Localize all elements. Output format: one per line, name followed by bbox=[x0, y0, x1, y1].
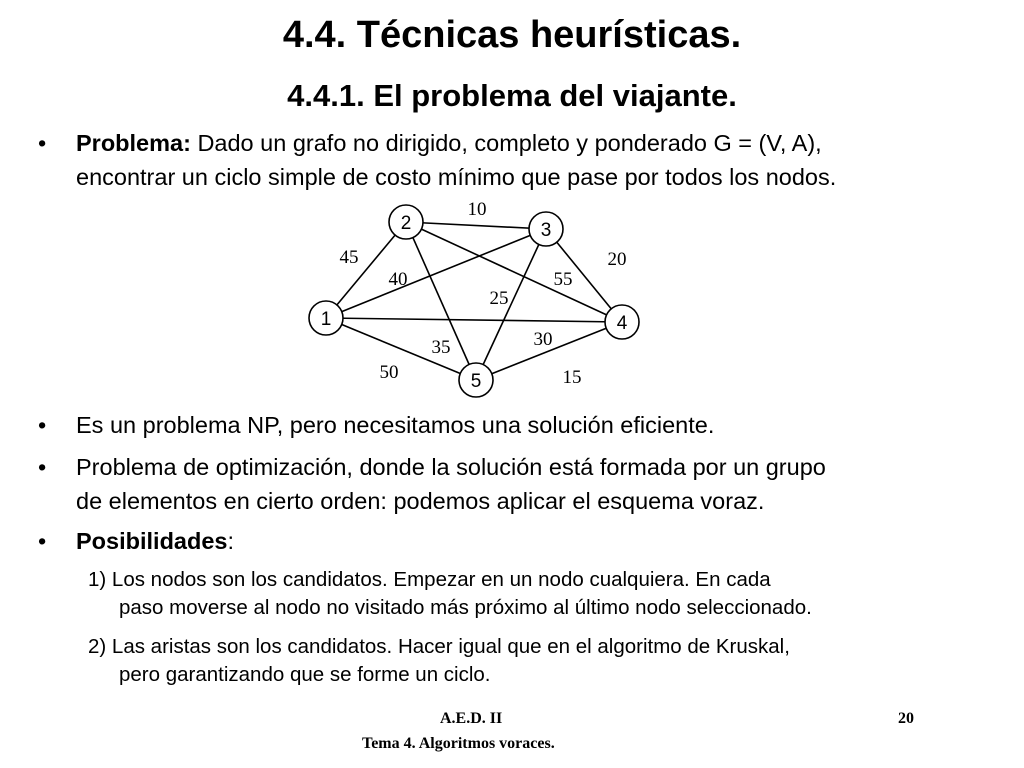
bullet-dot: • bbox=[38, 454, 47, 480]
sub-item-1 bbox=[88, 566, 998, 622]
weight-1-2: 45 bbox=[339, 247, 359, 268]
bullet-posibilidades bbox=[38, 524, 998, 558]
bullet-text-line1: Dado un grafo no dirigido, completo y ponderado G = (V, A), bbox=[190, 130, 822, 156]
weight-1-5: 50 bbox=[379, 362, 399, 383]
node-label-2: 2 bbox=[400, 213, 412, 234]
footer-course: A.E.D. II bbox=[440, 710, 503, 727]
edge-1-3 bbox=[326, 229, 546, 318]
weight-2-5: 35 bbox=[431, 337, 451, 358]
sub-item-line2: paso moverse al nodo no visitado más próximo al último nodo seleccionado. bbox=[119, 596, 812, 619]
bullet-optimizacion bbox=[38, 450, 998, 518]
bullet-dot: • bbox=[38, 528, 47, 554]
footer-page-number: 20 bbox=[898, 710, 914, 727]
sub-item-line1: 2) Las aristas son los candidatos. Hacer igual que en el algoritmo de Kruskal, bbox=[88, 635, 790, 658]
bullet-text: Es un problema NP, pero necesitamos una solución eficiente. bbox=[76, 412, 715, 438]
node-label-1: 1 bbox=[320, 309, 332, 330]
bullet-label: Problema: bbox=[76, 130, 191, 156]
footer-topic: Tema 4. Algoritmos voraces. bbox=[362, 735, 555, 752]
slide-subtitle: 4.4.1. El problema del viajante. bbox=[287, 78, 737, 113]
weight-1-3: 40 bbox=[388, 269, 408, 290]
weight-2-3: 10 bbox=[467, 199, 487, 220]
bullet-np bbox=[38, 408, 998, 442]
sub-item-line2: pero garantizando que se forme un ciclo. bbox=[119, 663, 491, 686]
weight-4-5: 15 bbox=[562, 367, 582, 388]
bullet-dot: • bbox=[38, 130, 47, 156]
weight-2-4: 55 bbox=[553, 269, 573, 290]
slide-title: 4.4. Técnicas heurísticas. bbox=[282, 14, 742, 56]
sub-item-line1: 1) Los nodos son los candidatos. Empezar en un nodo cualquiera. En cada bbox=[88, 568, 771, 591]
node-label-3: 3 bbox=[540, 220, 552, 241]
edge-1-4 bbox=[326, 318, 622, 322]
bullet-dot: • bbox=[38, 412, 47, 438]
weight-1-4: 30 bbox=[533, 329, 553, 350]
edge-3-5 bbox=[476, 229, 546, 380]
sub-item-2 bbox=[88, 633, 998, 689]
bullet-text-line2: encontrar un ciclo simple de costo mínimo que pase por todos los nodos. bbox=[76, 164, 837, 190]
bullet-text-line1: Problema de optimización, donde la solución está formada por un grupo bbox=[76, 454, 826, 480]
weight-3-4: 20 bbox=[607, 249, 627, 270]
bullet-text-line2: de elementos en cierto orden: podemos aplicar el esquema voraz. bbox=[76, 488, 765, 514]
weight-3-5: 25 bbox=[489, 288, 509, 309]
edge-2-3 bbox=[406, 222, 546, 229]
bullet-label: Posibilidades bbox=[76, 528, 228, 554]
node-label-4: 4 bbox=[616, 313, 628, 334]
node-label-5: 5 bbox=[470, 371, 482, 392]
bullet-suffix: : bbox=[227, 528, 235, 554]
